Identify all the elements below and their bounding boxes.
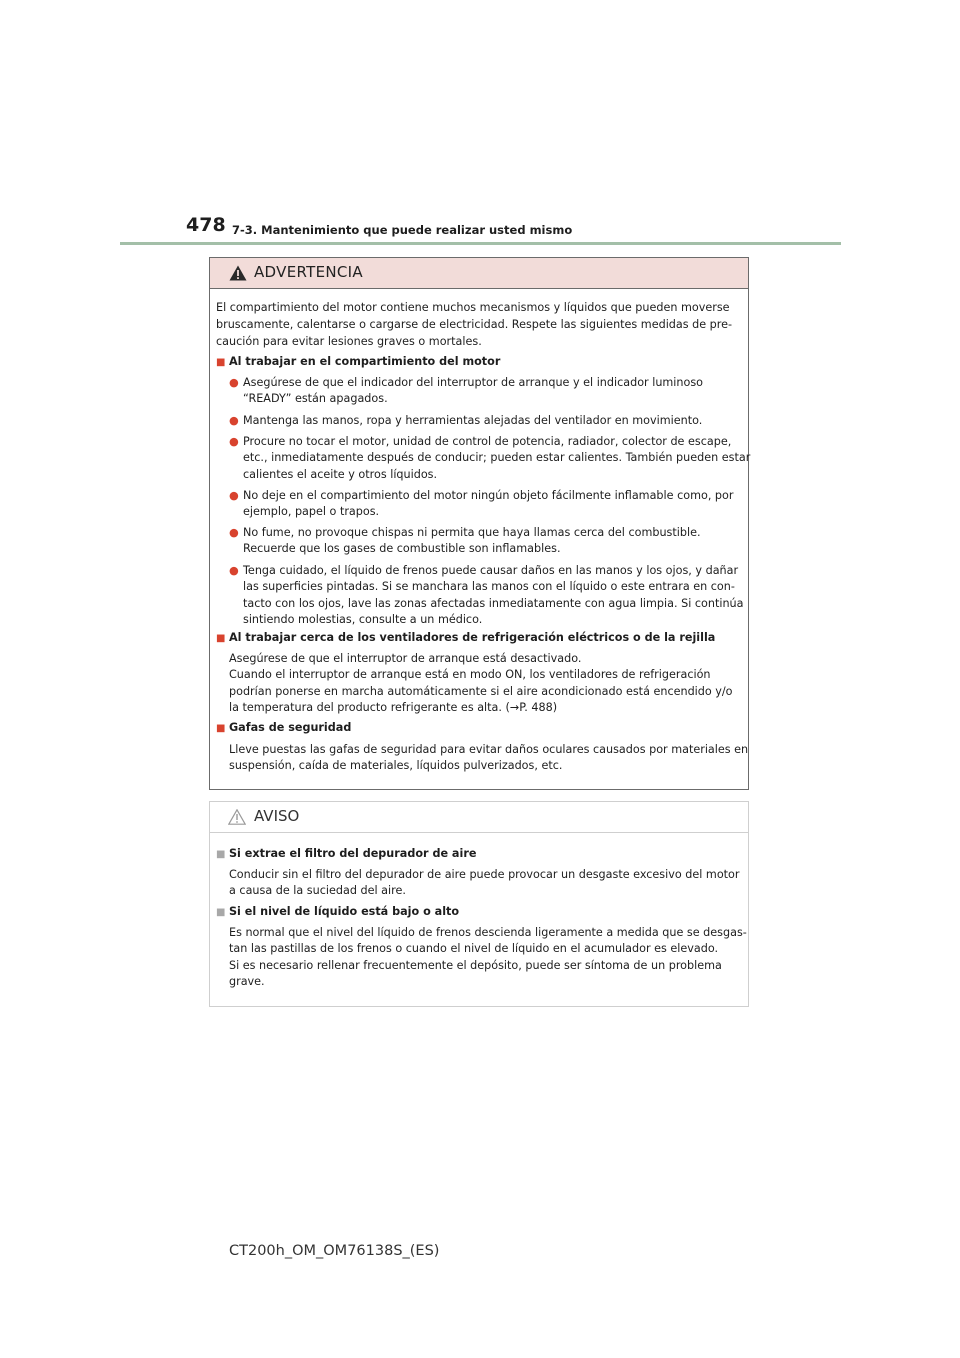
warning-intro-line: caución para evitar lesiones graves o mortales. <box>216 335 482 348</box>
square-bullet-icon: ■ <box>216 357 226 368</box>
document-code: CT200h_OM_OM76138S_(ES) <box>229 1243 440 1259</box>
circle-bullet-icon: ● <box>229 414 239 427</box>
warning-heading: Al trabajar cerca de los ventiladores de refrigeración eléctricos o de la rejilla <box>229 631 716 644</box>
notice-header <box>210 802 748 833</box>
warning-title: ADVERTENCIA <box>254 263 363 281</box>
warning-bullet-line: “READY” están apagados. <box>243 392 388 405</box>
warning-bullet-line: Asegúrese de que el indicador del interruptor de arranque y el indicador luminoso <box>243 376 704 389</box>
notice-paragraph-line: tan las pastillas de los frenos o cuando el nivel de líquido en el acumulador es elevado. <box>229 942 719 955</box>
warning-heading: Gafas de seguridad <box>229 721 352 734</box>
warning-bullet-line: Mantenga las manos, ropa y herramientas alejadas del ventilador en movimiento. <box>243 414 703 427</box>
warning-paragraph-line: podrían ponerse en marcha automáticamente si el aire acondicionado está encendido y/o <box>229 685 733 698</box>
warning-intro-line: El compartimiento del motor contiene muchos mecanismos y líquidos que pueden moverse <box>216 301 730 314</box>
circle-bullet-icon: ● <box>229 526 239 539</box>
warning-bullet-line: etc., inmediatamente después de conducir; pueden estar calientes. También pueden estar <box>243 451 751 464</box>
square-bullet-icon: ■ <box>216 849 226 860</box>
warning-triangle-icon <box>229 265 247 281</box>
warning-paragraph-line: suspensión, caída de materiales, líquidos pulverizados, etc. <box>229 759 563 772</box>
notice-heading: Si el nivel de líquido está bajo o alto <box>229 905 460 918</box>
square-bullet-icon: ■ <box>216 633 226 644</box>
warning-bullet-line: las superficies pintadas. Si se manchara las manos con el líquido o este entrara en con- <box>243 580 735 593</box>
circle-bullet-icon: ● <box>229 376 239 389</box>
warning-intro-line: bruscamente, calentarse o cargarse de electricidad. Respete las siguientes medidas de pre- <box>216 318 733 331</box>
warning-bullet-line: Recuerde que los gases de combustible son inflamables. <box>243 542 561 555</box>
warning-paragraph-line: la temperatura del producto refrigerante es alta. (→P. 488) <box>229 701 558 714</box>
square-bullet-icon: ■ <box>216 723 226 734</box>
warning-bullet-line: No deje en el compartimiento del motor ningún objeto fácilmente inflamable como, por <box>243 489 734 502</box>
warning-bullet-line: Procure no tocar el motor, unidad de control de potencia, radiador, colector de escape, <box>243 435 732 448</box>
notice-paragraph-line: a causa de la suciedad del aire. <box>229 884 406 897</box>
warning-bullet-line: Tenga cuidado, el líquido de frenos puede causar daños en las manos y los ojos, y dañar <box>243 564 739 577</box>
warning-bullet-line: No fume, no provoque chispas ni permita que haya llamas cerca del combustible. <box>243 526 701 539</box>
warning-paragraph-line: Asegúrese de que el interruptor de arranque está desactivado. <box>229 652 582 665</box>
notice-title: AVISO <box>254 807 300 825</box>
header-rule <box>120 242 841 245</box>
warning-paragraph-line: Lleve puestas las gafas de seguridad para evitar daños oculares causados por materiales en <box>229 743 749 756</box>
warning-bullet-line: tacto con los ojos, lave las zonas afectadas inmediatamente con agua limpia. Si continúa <box>243 597 744 610</box>
notice-paragraph-line: Si es necesario rellenar frecuentemente el depósito, puede ser síntoma de un problema <box>229 959 722 972</box>
warning-heading: Al trabajar en el compartimiento del motor <box>229 355 501 368</box>
warning-paragraph-line: Cuando el interruptor de arranque está en modo ON, los ventiladores de refrigeración <box>229 668 711 681</box>
notice-paragraph-line: Conducir sin el filtro del depurador de aire puede provocar un desgaste excesivo del motor <box>229 868 740 881</box>
notice-paragraph-line: Es normal que el nivel del líquido de frenos descienda ligeramente a medida que se desgas- <box>229 926 747 939</box>
circle-bullet-icon: ● <box>229 564 239 577</box>
warning-bullet-line: sintiendo molestias, consulte a un médico. <box>243 613 483 626</box>
square-bullet-icon: ■ <box>216 907 226 918</box>
warning-bullet-line: ejemplo, papel o trapos. <box>243 505 380 518</box>
section-title: 7-3. Mantenimiento que puede realizar usted mismo <box>232 223 573 237</box>
circle-bullet-icon: ● <box>229 489 239 502</box>
caution-triangle-icon <box>228 809 246 825</box>
circle-bullet-icon: ● <box>229 435 239 448</box>
notice-paragraph-line: grave. <box>229 975 265 988</box>
notice-heading: Si extrae el filtro del depurador de aire <box>229 847 477 860</box>
warning-bullet-line: calientes el aceite y otros líquidos. <box>243 468 438 481</box>
warning-header <box>210 258 748 289</box>
page-number: 478 <box>186 214 226 236</box>
